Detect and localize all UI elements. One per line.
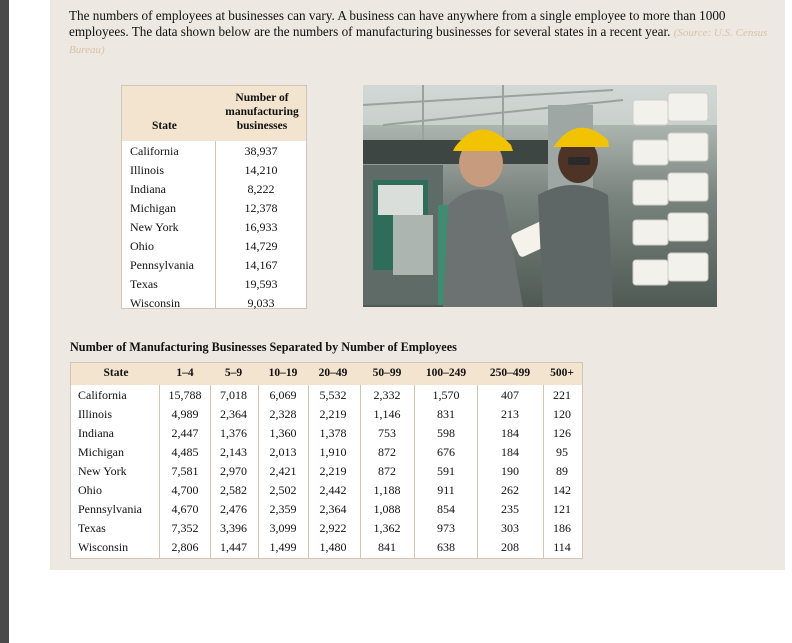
table-cell: 872 [378,445,396,459]
table-row [71,519,582,538]
table-cell: 753 [378,426,396,440]
table-row [71,386,582,405]
table-cell: 2,364 [319,502,347,516]
table-cell: 7,581 [171,464,199,478]
state-name: Wisconsin [130,296,181,310]
table-cell: 2,447 [171,426,199,440]
factory-workers-photo [363,85,717,307]
table-cell: 2,359 [269,502,297,516]
table-row [122,218,306,237]
table-cell: 4,989 [171,407,199,421]
table-cell: 872 [378,464,396,478]
table-cell: 95 [556,445,568,459]
table-cell: 591 [437,464,455,478]
business-count: 38,937 [244,144,278,158]
business-count: 9,033 [247,296,275,310]
table-row [122,180,306,199]
table-cell: 2,442 [319,483,347,497]
table-cell: 2,219 [319,464,347,478]
table-header [122,86,306,141]
table-cell: 2,421 [269,464,297,478]
table-cell: 1,378 [319,426,347,440]
table-cell: 235 [501,502,519,516]
table-header [71,363,582,385]
table-cell: 1,362 [373,521,401,535]
table-cell: 5,532 [319,388,347,402]
state-name: California [130,144,179,158]
table-cell: 184 [501,426,519,440]
table-row [122,199,306,218]
column-header: 10–19 [268,367,298,379]
table-cell: 1,146 [373,407,401,421]
table-cell: 1,910 [319,445,347,459]
table-cell: 303 [501,521,519,535]
state-name: Ohio [78,483,102,497]
column-header: 5–9 [224,367,243,379]
table-cell: 2,806 [171,540,199,554]
table-row [122,256,306,275]
business-count: 14,210 [244,163,278,177]
business-count: 14,729 [244,239,278,253]
table-cell: 598 [437,426,455,440]
state-name: New York [130,220,179,234]
breakdown-table-title: Number of Manufacturing Businesses Separated by Number of Employees [70,340,457,354]
table-cell: 2,476 [220,502,247,516]
table-row [71,538,582,557]
table-row [122,294,306,313]
table-cell: 4,670 [171,502,199,516]
table-cell: 3,099 [269,521,297,535]
state-name: Illinois [78,407,113,421]
table-cell: 2,219 [319,407,347,421]
table-cell: 638 [437,540,455,554]
table-cell: 7,018 [220,388,247,402]
state-name: Pennsylvania [130,258,194,272]
table-cell: 2,328 [269,407,297,421]
source-citation: (Source: U.S. Census Bureau) [69,26,768,56]
table-cell: 142 [553,483,571,497]
table-cell: 1,499 [269,540,297,554]
table-cell: 1,088 [373,502,401,516]
column-header: 100–249 [425,367,467,379]
state-name: California [78,388,127,402]
header-number: Number of manufacturing businesses [225,92,299,132]
business-count: 8,222 [247,182,275,196]
state-name: Pennsylvania [78,502,142,516]
column-header: 250–499 [489,367,531,379]
table-cell: 208 [501,540,519,554]
table-cell: 2,364 [220,407,247,421]
state-name: Illinois [130,163,165,177]
factory-photo-illustration [363,85,717,307]
state-name: New York [78,464,127,478]
table-cell: 1,360 [269,426,297,440]
table-cell: 1,447 [220,540,247,554]
table-row [71,443,582,462]
table-cell: 89 [556,464,568,478]
table-cell: 841 [378,540,396,554]
table-cell: 2,013 [269,445,297,459]
employee-size-table [70,362,583,559]
table-row [122,237,306,256]
table-row [71,462,582,481]
table-cell: 1,480 [319,540,347,554]
business-count: 14,167 [244,258,278,272]
table-cell: 676 [437,445,455,459]
state-name: Texas [130,277,158,291]
table-cell: 973 [437,521,455,535]
state-name: Texas [78,521,106,535]
table-cell: 120 [553,407,571,421]
column-header: 20–49 [318,367,348,379]
table-row [71,424,582,443]
viewer-left-bar [0,0,9,643]
intro-paragraph [69,8,769,59]
state-name: Michigan [130,201,176,215]
table-cell: 121 [553,502,571,516]
table-cell: 126 [553,426,571,440]
table-cell: 114 [553,540,571,554]
table-cell: 2,582 [220,483,247,497]
table-cell: 15,788 [168,388,202,402]
state-name: Indiana [130,182,166,196]
table-cell: 184 [501,445,519,459]
table-row [71,405,582,424]
table-cell: 221 [553,388,571,402]
state-name: Indiana [78,426,114,440]
state-name: Ohio [130,239,154,253]
table-cell: 1,376 [220,426,247,440]
column-header: 500+ [550,367,574,379]
table-cell: 4,700 [171,483,199,497]
intro-text: The numbers of employees at businesses can vary. A business can have anywhere from a single employee to more than 1000 employees. The data shown below are the numbers of manufacturing businesses for several states in a recent year. [69,8,726,39]
column-header: 50–99 [372,367,402,379]
table-cell: 2,970 [220,464,247,478]
business-count: 19,593 [244,277,278,291]
table-cell: 2,143 [220,445,247,459]
table-row [122,275,306,294]
table-cell: 911 [437,483,455,497]
table-cell: 2,502 [269,483,297,497]
business-count: 12,378 [244,201,278,215]
table-cell: 407 [501,388,519,402]
table-cell: 3,396 [220,521,247,535]
table-row [71,500,582,519]
table-cell: 7,352 [171,521,199,535]
table-cell: 831 [437,407,455,421]
table-cell: 1,570 [432,388,460,402]
state-businesses-table [121,85,307,309]
table-cell: 213 [501,407,519,421]
table-cell: 1,188 [373,483,401,497]
table-cell: 6,069 [269,388,297,402]
header-state: State [152,120,177,132]
table-cell: 2,332 [373,388,401,402]
table-cell: 2,922 [319,521,347,535]
table-cell: 186 [553,521,571,535]
table-cell: 4,485 [171,445,199,459]
business-count: 16,933 [244,220,278,234]
table-cell: 262 [501,483,519,497]
state-name: Michigan [78,445,124,459]
table-cell: 854 [437,502,455,516]
table-row [71,481,582,500]
state-name: Wisconsin [78,540,129,554]
column-header: 1–4 [176,367,194,379]
table-row [122,161,306,180]
table-row [122,142,306,161]
table-cell: 190 [501,464,519,478]
column-header: State [103,367,129,379]
